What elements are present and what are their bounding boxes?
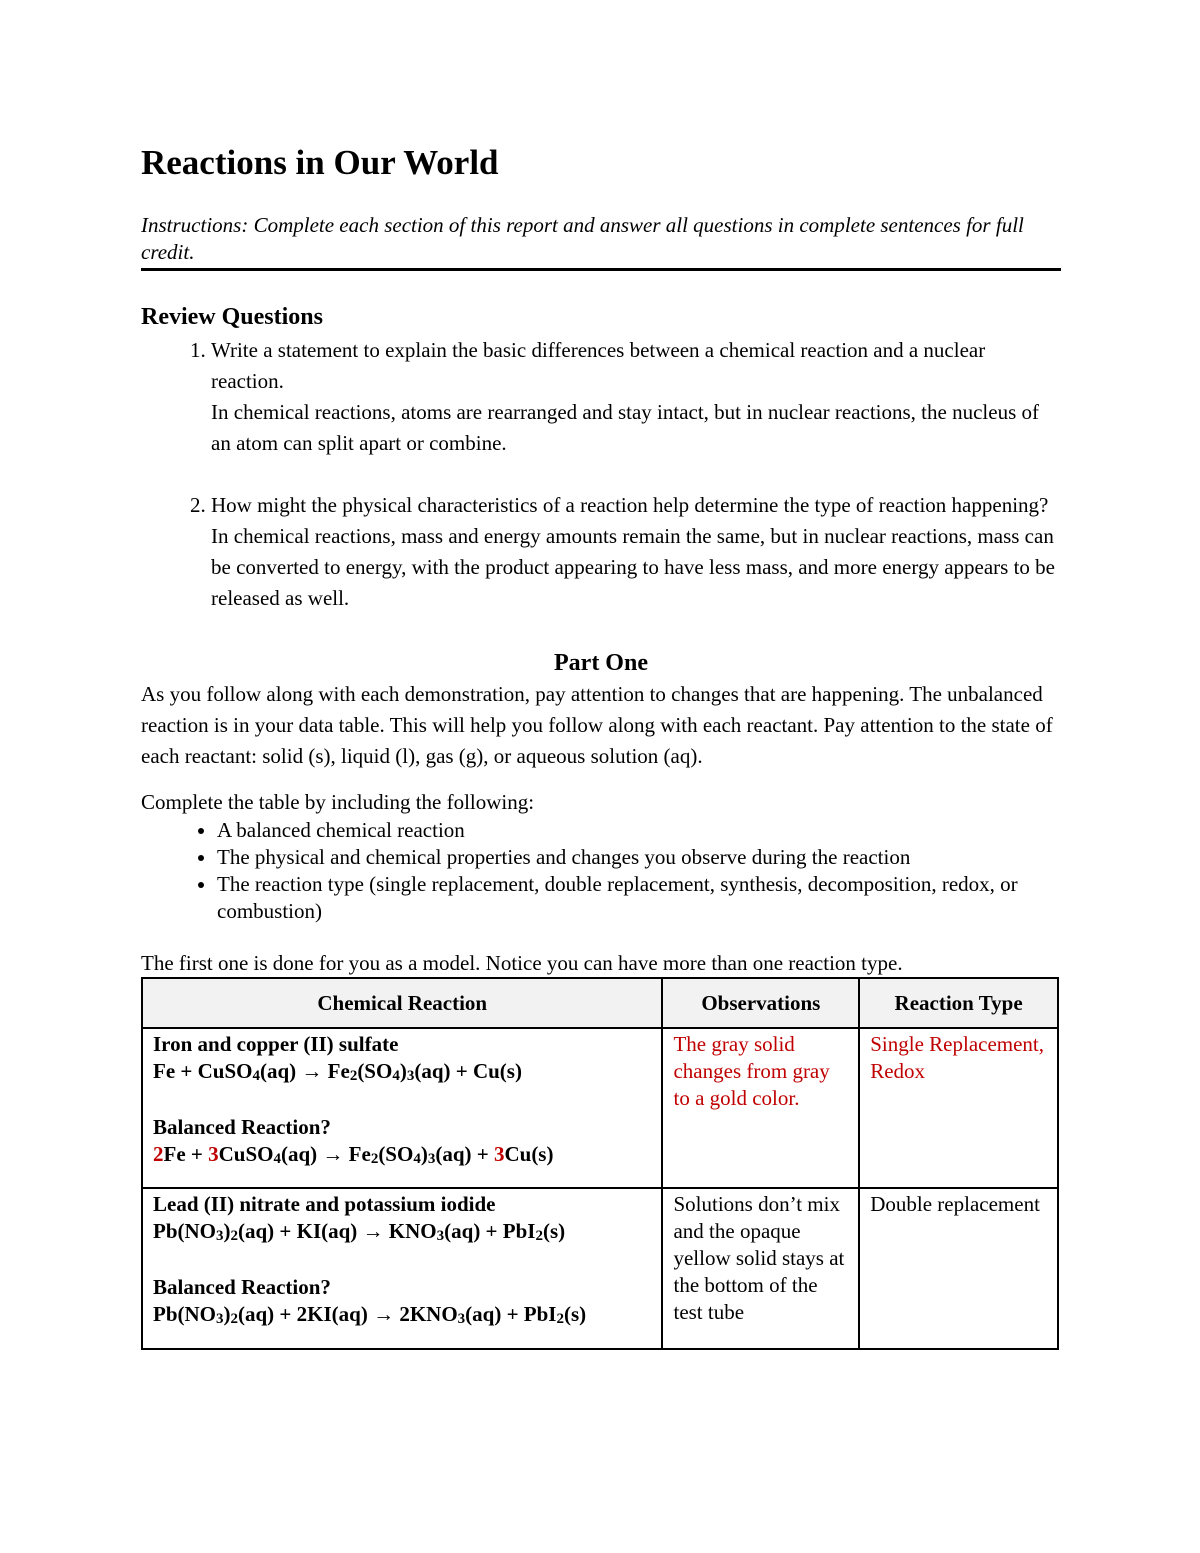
reactions-table bbox=[141, 977, 1059, 1350]
review-heading: Review Questions bbox=[141, 304, 323, 330]
balanced-label: Balanced Reaction? bbox=[153, 1115, 331, 1139]
balanced-equation: $Pb(NO_3)_2(aq) + 2KI(aq) \to 2KNO_3(aq) + PbI_2(s)$ bbox=[153, 1302, 587, 1327]
reaction-type-cell: Double replacement bbox=[859, 1188, 1058, 1349]
requirement-item: • The reaction type (single replacement, double replacement, synthesis, decomposition, redox, or combustion) bbox=[217, 871, 1061, 925]
coefficient: 2 bbox=[153, 1142, 164, 1166]
reaction-name: Lead (II) nitrate and potassium iodide bbox=[153, 1192, 496, 1216]
coefficient: 3 bbox=[208, 1142, 219, 1166]
table-instructions-lead: Complete the table by including the following: bbox=[141, 790, 535, 814]
reaction-cell bbox=[142, 1028, 662, 1188]
review-question-2 bbox=[211, 490, 1061, 614]
coefficient: 2 bbox=[399, 1302, 410, 1326]
answer-1-text: In chemical reactions, atoms are rearranged and stay intact, but in nuclear reactions, the nucleus of an atom can split apart or combine. bbox=[211, 400, 1039, 455]
header-reaction-type: Reaction Type bbox=[859, 978, 1058, 1028]
unbalanced-equation: Fe + CuSO$_4$(aq) → $Fe_2(SO_4)_3(aq) + Cu(s)$ bbox=[153, 1059, 522, 1084]
answer-2-text: In chemical reactions, mass and energy amounts remain the same, but in nuclear reactions, mass can be converted to energy, with the product appearing to have less mass, and more energy appears to be released as well. bbox=[211, 524, 1055, 610]
question-1-text: 1. Write a statement to explain the basic differences between a chemical reaction and a nuclear reaction. bbox=[211, 338, 986, 393]
review-question-1 bbox=[211, 335, 1061, 459]
document-content bbox=[141, 140, 1061, 1350]
reaction-type-cell: Single Replacement, Redox bbox=[859, 1028, 1058, 1188]
unbalanced-equation: $Pb(NO_3)_2(aq) + KI(aq) \to KNO_3(aq) + PbI_2(s)$ bbox=[153, 1219, 566, 1244]
observations-cell: Solutions don’t mix and the opaque yellow solid stays at the bottom of the test tube bbox=[662, 1188, 859, 1349]
model-note: The first one is done for you as a model. Notice you can have more than one reaction type. bbox=[141, 951, 903, 975]
page-title: Reactions in Our World bbox=[141, 143, 499, 182]
header-chemical-reaction: Chemical Reaction bbox=[142, 978, 662, 1028]
spacer bbox=[153, 1245, 653, 1274]
observations-cell: The gray solid changes from gray to a gold color. bbox=[662, 1028, 859, 1188]
reaction-name: Iron and copper (II) sulfate bbox=[153, 1032, 399, 1056]
coefficient: 2 bbox=[296, 1302, 308, 1326]
requirement-item: • The physical and chemical properties and changes you observe during the reaction bbox=[217, 844, 1061, 871]
coefficient: 3 bbox=[493, 1142, 505, 1166]
balanced-label: Balanced Reaction? bbox=[153, 1275, 331, 1299]
table-requirements-list bbox=[141, 817, 1061, 925]
requirement-item: • A balanced chemical reaction bbox=[217, 817, 1061, 844]
balanced-equation: 2Fe + 3CuSO$_4$(aq) → $Fe_2(SO_4)_3(aq) + 3Cu(s)$ bbox=[153, 1142, 554, 1167]
header-observations: Observations bbox=[662, 978, 859, 1028]
instructions: Instructions: Complete each section of this report and answer all questions in complete sentences for full credit. bbox=[141, 212, 1061, 271]
table-header-row bbox=[142, 978, 1058, 1028]
part-one-heading: Part One bbox=[554, 650, 648, 676]
question-2-text: 2. How might the physical characteristics of a reaction help determine the type of reaction happening? bbox=[211, 493, 1049, 517]
table-row bbox=[142, 1188, 1058, 1349]
review-questions-list bbox=[141, 335, 1061, 614]
table-row bbox=[142, 1028, 1058, 1188]
spacer bbox=[153, 1085, 653, 1114]
part-one-intro: As you follow along with each demonstration, pay attention to changes that are happening. The unbalanced reaction is in your data table. This will help you follow along with each reactant. Pay attention to the state of each reactant: solid (s), liquid (l), gas (g), or aqueous solution (aq). bbox=[141, 682, 1053, 768]
reaction-cell bbox=[142, 1188, 662, 1349]
